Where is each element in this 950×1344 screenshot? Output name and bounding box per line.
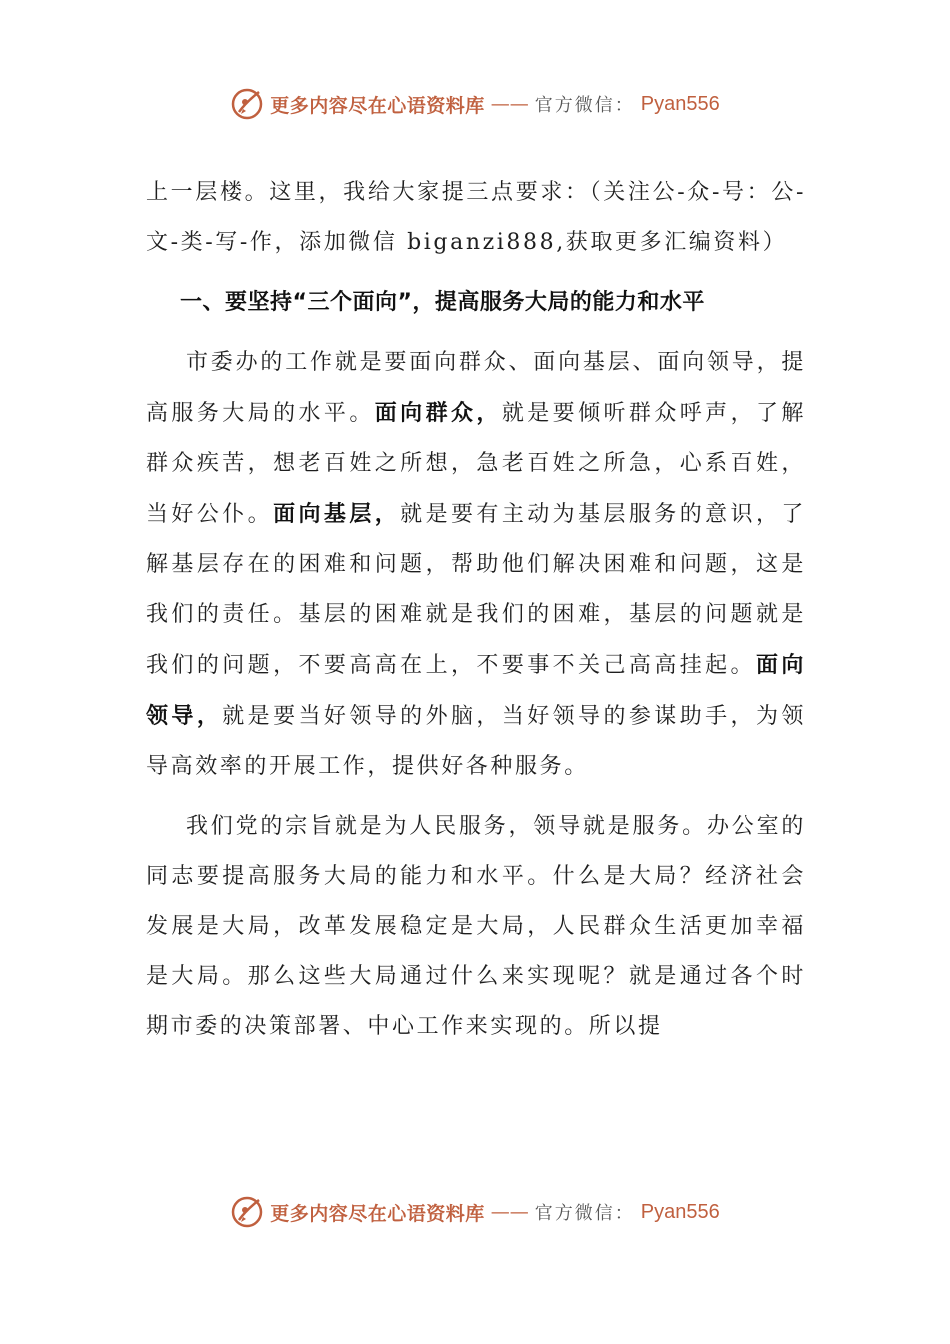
paragraph-text: 就是要倾听群众呼声，了解群众疾苦，想老百姓之所想，急老百姓之所急，心系百姓，当好公仆。 xyxy=(146,401,806,527)
paragraph-party-purpose: 我们党的宗旨就是为人民服务，领导就是服务。办公室的同志要提高服务大局的能力和水平。什么是大局？经济社会发展是大局，改革发展稳定是大局，人民群众生活更加幸福是大局。那么这些大局通过什么来实现呢？就是通过各个时期市委的决策部署、中心工作来实现的。所以提 xyxy=(146,814,806,1039)
wechat-id: Pyan556 xyxy=(640,1200,720,1223)
footer-banner xyxy=(0,1192,950,1232)
brand-name: 更多内容尽在心语资料库 xyxy=(270,94,485,117)
wechat-label: 官方微信： xyxy=(534,95,635,116)
paragraph-continuation: 上一层楼。这里，我给大家提三点要求：（关注公-众-号：公-文-类-写-作，添加微信 biganzi888,获取更多汇编资料） xyxy=(146,180,806,255)
paragraph-text: 市委办的工作就是要面向群众、面向基层、面向领导，提高服务大局的水平。 xyxy=(146,350,806,426)
wechat-label: 官方微信： xyxy=(534,1203,635,1224)
keyword-leadership: 面向领导， xyxy=(146,652,807,729)
brand-name: 更多内容尽在心语资料库 xyxy=(270,1202,485,1225)
brand-dash: —— xyxy=(490,93,529,115)
quill-seal-icon xyxy=(230,87,264,121)
wechat-id: Pyan556 xyxy=(640,92,720,115)
paragraph-text: 就是要当好领导的外脑，当好领导的参谋助手，为领导高效率的开展工作，提供好各种服务。 xyxy=(146,704,806,779)
document-body xyxy=(146,168,806,1052)
quill-seal-icon xyxy=(230,1195,264,1229)
paragraph-three-orientations xyxy=(146,338,806,792)
header-banner xyxy=(0,84,950,124)
keyword-masses: 面向群众， xyxy=(374,400,502,426)
keyword-grassroots: 面向基层， xyxy=(273,501,401,527)
brand-dash: —— xyxy=(490,1201,529,1223)
section-heading: 一、要坚持“三个面向”，提高服务大局的能力和水平 xyxy=(180,290,705,315)
paragraph-text: 就是要有主动为基层服务的意识，了解基层存在的困难和问题，帮助他们解决困难和问题，这是我们的责任。基层的困难就是我们的困难，基层的问题就是我们的问题，不要高高在上，不要事不关己高高挂起。 xyxy=(146,502,806,678)
